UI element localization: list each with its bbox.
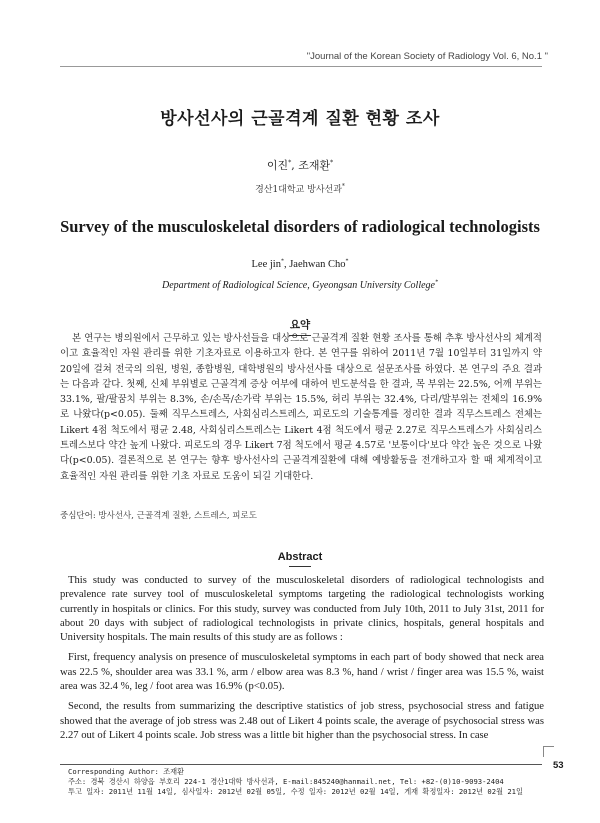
author-name: Lee jin [251, 259, 281, 270]
author-mark: * [288, 159, 292, 167]
abstract-paragraph: First, frequency analysis on presence of musculoskeletal symptoms in each part of body showed that neck area was 22.5 %, shoulder area was 33.1 %, arm / elbow area was 8.3 %, hand / wrist / finger area was 15.5 %, waist area was 32.4 %, leg / foot area was 16.9% (p<0.05). [60, 652, 544, 693]
affiliation-mark: * [341, 183, 345, 190]
abstract-paragraph: Second, the results from summarizing the descriptive statistics of job stress, psychosocial stress and fatigue showed that the average of job stress was 2.48 out of Likert 4 points scale, the average of psychosocial stress was 2.27 out of Likert 4 points scale. Job stress was a little bit higher than the psychosocial stress. In case [60, 701, 544, 741]
corner-mark [543, 746, 554, 757]
affiliation-korean [0, 182, 600, 195]
footnote-address: 주소: 경북 경산시 하양읍 부호리 224-1 경산1대학 방사선과, E-mail:845240@hanmail.net, Tel: +82-(0)10-9093-2404 [68, 777, 504, 787]
abstract-paragraph: This study was conducted to survey of the musculoskeletal disorders of radiological technologists and prevalence rate survey tool of musculoskeletal symptoms targeting the radiological technologists working currently in hospitals or clinics. For this study, survey was conducted from July 10th, 2011 to July 31st, 2011 for about 20 days with subject of radiological technologists in private clinics, hospitals, general hospitals and University hospitals. The main results of this study are as follows : [60, 575, 544, 644]
keywords-korean: 중심단어: 방사선사, 근골격계 질환, 스트레스, 피로도 [60, 511, 257, 521]
author-name: 조재환 [298, 159, 331, 172]
heading-underline [289, 566, 311, 567]
author-mark: * [280, 258, 284, 265]
page-number: 53 [553, 760, 564, 771]
header-rule [60, 66, 542, 67]
author-mark: * [345, 258, 349, 265]
authors-korean [0, 157, 600, 173]
footnote-rule [60, 764, 542, 765]
author-name: Jaehwan Cho [289, 259, 346, 270]
affiliation-text: 경산1대학교 방사선과 [255, 185, 342, 195]
abstract-english-body [60, 574, 544, 749]
authors-english [0, 259, 600, 270]
abstract-korean-body: 본 연구는 병의원에서 근무하고 있는 방사선들을 대상으로 근골격계 질환 현황 조사를 통해 추후 방사선사의 체계적이고 효율적인 자원 관리를 위한 기초자료로 이용하고자 한다. 본 연구를 위하여 2011년 7월 10일부터 31일까지 약 20일에 걸쳐 전국의 의원, 병원, 종합병원, 대학병원의 방사선사를 대상으로 설문조사를 하였다. 본 연구의 주요 결과는 다음과 같다. 첫째, 신체 부위별로 근골격계 증상 여부에 대하여 빈도분석을 한 결과, 목 부위는 22.5%, 어깨 부위는 33.1%, 팔/팔꿈치 부위는 8.3%, 손/손목/손가락 부위는 15.5%, 허리 부위는 32.4%, 다리/발부위는 전체의 16.9%로 나왔다(p<0.05). 둘째 직무스트레스, 사회심리스트레스, 피로도의 기술통계를 정리한 결과 직무스트레스 전체는 Likert 4점 척도에서 평균 2.48, 사회심리스트레스는 Likert 4점 척도에서 평균 2.27로 직무스트레스가 사회심리스트레스보다 약간 높게 나왔다. 피로도의 경우 Likert 7점 척도에서 평균 4.57로 '보통이다'보다 약간 높은 것으로 나왔다(p<0.05). 결론적으로 본 연구는 향후 방사선사의 근골격계질환에 대해 예방활동을 전개하고자 할 때 체계적이고 효율적인 자원 관리를 위한 기초 자료로 도움이 되길 기대한다. [60, 333, 542, 482]
author-name: 이진 [266, 159, 289, 172]
footnote [68, 767, 540, 798]
title-korean: 방사선사의 근골격계 질환 현황 조사 [160, 109, 440, 129]
author-separator: , [291, 159, 299, 172]
affiliation-text: Department of Radiological Science, Gyeongsan University College [162, 280, 435, 291]
footnote-corresponding: Corresponding Author: 조재환 [68, 767, 185, 776]
footnote-dates: 투고 일자: 2011년 11월 14일, 심사일자: 2012년 02월 05일, 수정 일자: 2012년 02월 14일, 게재 확정일자: 2012년 02월 21일 [68, 787, 523, 797]
heading-text: Abstract [277, 551, 323, 563]
title-english: Survey of the musculoskeletal disorders of radiological technologists [60, 217, 540, 236]
affiliation-english [0, 280, 600, 291]
journal-header: "Journal of the Korean Society of Radiology Vol. 6, No.1 " [306, 51, 548, 62]
affiliation-mark: * [435, 279, 438, 286]
author-separator: , [283, 259, 290, 270]
heading-text: 요약 [289, 319, 311, 331]
author-mark: * [330, 159, 334, 167]
abstract-english-heading [0, 551, 600, 567]
